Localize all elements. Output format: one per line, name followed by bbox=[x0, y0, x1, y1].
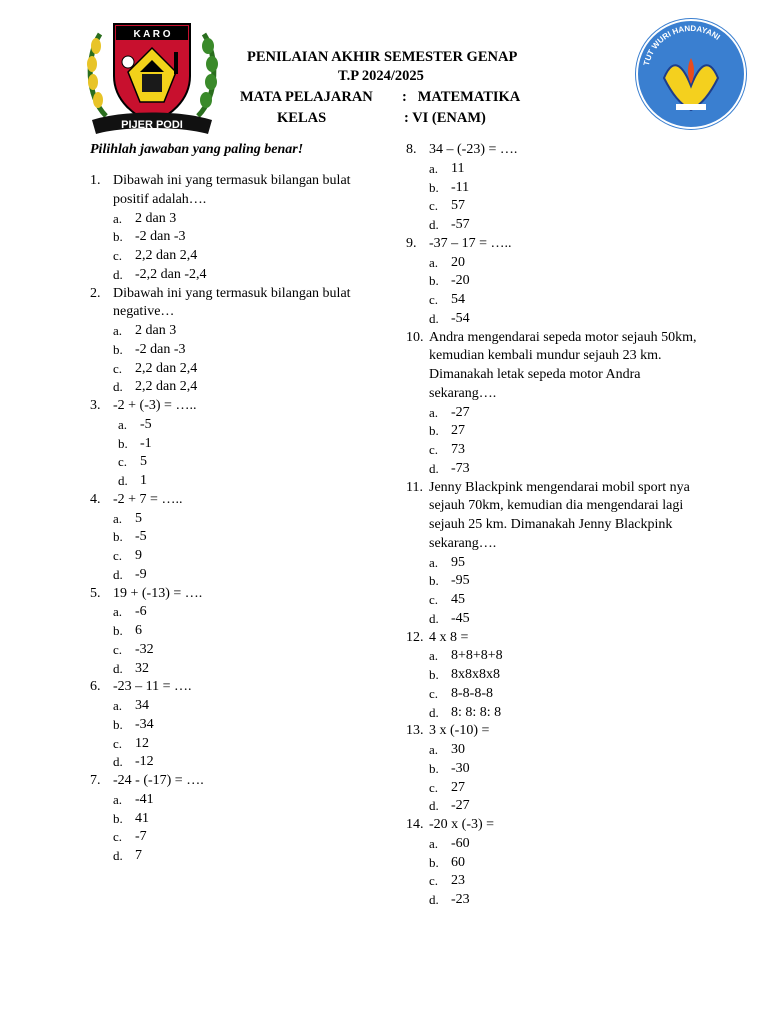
answer-option bbox=[90, 510, 380, 529]
question-row bbox=[90, 772, 380, 791]
ring-text: TUT WURI HANDAYANI bbox=[641, 23, 722, 67]
question-row bbox=[406, 235, 706, 254]
option-list bbox=[90, 210, 380, 285]
answer-option bbox=[90, 378, 380, 397]
option-letter: b. bbox=[429, 573, 439, 589]
answer-option bbox=[406, 422, 706, 441]
option-text: 95 bbox=[451, 554, 465, 570]
option-letter: b. bbox=[113, 716, 123, 732]
answer-option bbox=[90, 416, 380, 435]
answer-option bbox=[90, 697, 380, 716]
question-number: 10. bbox=[406, 329, 424, 345]
question-row bbox=[90, 491, 380, 510]
option-text: 41 bbox=[135, 810, 149, 826]
option-text: -60 bbox=[451, 835, 470, 851]
option-letter: a. bbox=[113, 791, 123, 807]
question-number: 12. bbox=[406, 629, 424, 645]
option-letter: b. bbox=[113, 229, 123, 245]
option-letter: b. bbox=[113, 810, 123, 826]
answer-option bbox=[406, 291, 706, 310]
option-text: -1 bbox=[140, 435, 152, 451]
option-letter: d. bbox=[429, 460, 439, 476]
option-text: -30 bbox=[451, 760, 470, 776]
answer-option bbox=[90, 472, 380, 491]
option-letter: a. bbox=[429, 742, 439, 757]
answer-option bbox=[406, 591, 706, 610]
answer-option bbox=[406, 179, 706, 198]
answer-option bbox=[406, 554, 706, 573]
option-text: -34 bbox=[135, 716, 154, 732]
option-text: 11 bbox=[451, 160, 465, 176]
question-text: 3 x (-10) = bbox=[429, 723, 490, 739]
question-text: Dibawah ini yang termasuk bilangan bulat negative… bbox=[113, 285, 351, 320]
right-question-column bbox=[406, 141, 706, 910]
option-letter: c. bbox=[429, 592, 439, 607]
question-item bbox=[406, 816, 706, 910]
option-text: 5 bbox=[135, 510, 142, 526]
option-letter: a. bbox=[113, 698, 123, 713]
answer-option bbox=[90, 660, 380, 679]
option-letter: b. bbox=[113, 529, 123, 545]
answer-option bbox=[406, 197, 706, 216]
option-letter: b. bbox=[118, 435, 128, 451]
answer-option bbox=[90, 435, 380, 454]
option-list bbox=[406, 554, 706, 629]
option-list bbox=[406, 647, 706, 722]
option-text: -11 bbox=[451, 179, 470, 195]
answer-option bbox=[90, 735, 380, 754]
option-text: 73 bbox=[451, 442, 465, 457]
option-letter: d. bbox=[429, 892, 439, 907]
question-text: 19 + (-13) = …. bbox=[113, 585, 203, 601]
option-letter: c. bbox=[113, 641, 123, 657]
option-letter: d. bbox=[118, 473, 128, 488]
option-letter: d. bbox=[429, 704, 439, 720]
answer-option bbox=[406, 441, 706, 460]
answer-option bbox=[406, 404, 706, 423]
option-letter: c. bbox=[429, 198, 439, 214]
question-row bbox=[406, 629, 706, 648]
option-text: 7 bbox=[135, 848, 142, 863]
option-text: -9 bbox=[135, 566, 147, 582]
option-text: 6 bbox=[135, 623, 142, 638]
answer-option bbox=[406, 460, 706, 479]
option-text: 8x8x8x8 bbox=[451, 667, 500, 682]
question-row bbox=[406, 479, 706, 554]
school-year: T.P 2024/2025 bbox=[338, 68, 424, 84]
answer-option bbox=[406, 572, 706, 591]
option-letter: d. bbox=[113, 848, 123, 863]
answer-option bbox=[90, 210, 380, 229]
option-text: -45 bbox=[451, 610, 470, 626]
subject-label: MATA PELAJARAN bbox=[240, 89, 373, 105]
option-text: -2,2 dan -2,4 bbox=[135, 266, 207, 282]
option-letter: a. bbox=[429, 648, 439, 664]
option-text: 30 bbox=[451, 742, 465, 757]
option-letter: b. bbox=[429, 854, 439, 870]
option-letter: a. bbox=[429, 835, 439, 851]
question-number: 4. bbox=[90, 491, 101, 507]
option-letter: c. bbox=[429, 442, 439, 457]
question-text: Dibawah ini yang termasuk bilangan bulat positif adalah…. bbox=[113, 173, 351, 207]
option-letter: c. bbox=[113, 548, 123, 563]
option-text: 54 bbox=[451, 292, 465, 307]
option-list bbox=[90, 416, 380, 491]
question-row bbox=[406, 816, 706, 835]
question-item bbox=[406, 722, 706, 816]
option-letter: a. bbox=[429, 160, 439, 176]
question-number: 2. bbox=[90, 285, 101, 301]
question-text: -20 x (-3) = bbox=[429, 817, 495, 832]
answer-option bbox=[90, 228, 380, 247]
option-list bbox=[90, 697, 380, 772]
option-text: -6 bbox=[135, 604, 147, 620]
option-letter: c. bbox=[113, 829, 123, 845]
answer-option bbox=[406, 685, 706, 704]
option-text: 34 bbox=[135, 698, 149, 713]
answer-option bbox=[90, 791, 380, 810]
answer-option bbox=[406, 854, 706, 873]
option-text: 60 bbox=[451, 854, 465, 870]
question-row bbox=[90, 585, 380, 604]
option-letter: a. bbox=[113, 323, 123, 338]
question-number: 8. bbox=[406, 142, 417, 157]
answer-option bbox=[90, 341, 380, 360]
option-letter: a. bbox=[429, 404, 439, 420]
answer-option bbox=[406, 872, 706, 891]
option-text: -2 dan -3 bbox=[135, 341, 186, 357]
answer-option bbox=[90, 247, 380, 266]
option-text: -95 bbox=[451, 573, 470, 589]
answer-option bbox=[406, 647, 706, 666]
question-number: 13. bbox=[406, 723, 424, 739]
answer-option bbox=[90, 847, 380, 866]
option-letter: a. bbox=[118, 416, 128, 432]
question-number: 7. bbox=[90, 773, 101, 788]
option-text: -57 bbox=[451, 217, 470, 232]
option-letter: d. bbox=[429, 610, 439, 626]
option-letter: c. bbox=[429, 779, 439, 795]
option-letter: b. bbox=[113, 623, 123, 638]
option-text: -41 bbox=[135, 791, 154, 807]
question-number: 11. bbox=[406, 479, 423, 495]
answer-option bbox=[90, 566, 380, 585]
answer-option bbox=[90, 716, 380, 735]
question-row bbox=[90, 285, 380, 323]
option-list bbox=[90, 510, 380, 585]
option-letter: c. bbox=[118, 454, 128, 470]
question-item bbox=[90, 678, 380, 772]
class-value: : VI (ENAM) bbox=[404, 110, 486, 126]
option-text: -5 bbox=[135, 529, 147, 545]
pijer-podi-text: PIJER PODI bbox=[121, 119, 183, 131]
option-text: 8: 8: 8: 8 bbox=[451, 704, 502, 720]
subject-value: : MATEMATIKA bbox=[402, 89, 521, 105]
question-text: 34 – (-23) = …. bbox=[429, 142, 518, 157]
question-item bbox=[90, 397, 380, 491]
question-item bbox=[406, 629, 706, 723]
answer-option bbox=[90, 641, 380, 660]
option-letter: c. bbox=[113, 248, 123, 263]
question-text: Jenny Blackpink mengendarai mobil sport nya sejauh 70km, kemudian dia mengendarai lagi sejauh 25 km. Dimanakah Jenny Blackpink sekarang…. bbox=[429, 479, 690, 551]
answer-option bbox=[406, 760, 706, 779]
answer-option bbox=[90, 547, 380, 566]
option-letter: c. bbox=[113, 360, 123, 376]
option-text: -2 dan -3 bbox=[135, 229, 186, 245]
option-letter: b. bbox=[429, 423, 439, 439]
option-letter: a. bbox=[429, 554, 439, 570]
answer-option bbox=[90, 603, 380, 622]
option-list bbox=[90, 322, 380, 397]
option-letter: d. bbox=[429, 310, 439, 326]
question-number: 3. bbox=[90, 398, 101, 413]
option-text: 57 bbox=[451, 198, 465, 214]
class-label: KELAS bbox=[277, 110, 327, 126]
answer-option bbox=[406, 254, 706, 273]
option-letter: c. bbox=[429, 292, 439, 307]
option-letter: d. bbox=[113, 566, 123, 582]
option-text: -54 bbox=[451, 310, 470, 326]
karo-regency-logo bbox=[84, 16, 220, 136]
question-text: -2 + 7 = ….. bbox=[113, 491, 183, 507]
option-letter: b. bbox=[429, 760, 439, 776]
question-number: 9. bbox=[406, 235, 417, 251]
option-text: -27 bbox=[451, 798, 470, 814]
option-text: -27 bbox=[451, 404, 470, 420]
option-letter: d. bbox=[113, 754, 123, 770]
option-letter: c. bbox=[113, 735, 123, 751]
question-item bbox=[90, 585, 380, 679]
question-number: 6. bbox=[90, 679, 101, 695]
answer-option bbox=[406, 310, 706, 329]
answer-option bbox=[90, 528, 380, 547]
option-text: 8-8-8-8 bbox=[451, 685, 493, 701]
option-letter: a. bbox=[113, 604, 123, 620]
option-letter: b. bbox=[429, 179, 439, 195]
answer-option bbox=[406, 610, 706, 629]
option-text: 45 bbox=[451, 592, 465, 607]
question-number: 1. bbox=[90, 173, 101, 188]
answer-option bbox=[406, 272, 706, 291]
option-text: 12 bbox=[135, 735, 149, 751]
answer-option bbox=[90, 753, 380, 772]
option-text: 2 dan 3 bbox=[135, 210, 177, 226]
option-text: -12 bbox=[135, 754, 154, 770]
answer-option bbox=[406, 216, 706, 235]
instruction-text: Pilihlah jawaban yang paling benar! bbox=[90, 142, 304, 157]
answer-option bbox=[406, 741, 706, 760]
question-text: Andra mengendarai sepeda motor sejauh 50km, kemudian kembali mundur sejauh 23 km. Dimanakah letak sepeda motor Andra sekarang…. bbox=[429, 329, 697, 401]
option-text: -73 bbox=[451, 460, 470, 476]
option-text: -23 bbox=[451, 892, 470, 907]
question-item bbox=[406, 235, 706, 329]
question-item bbox=[90, 491, 380, 585]
question-row bbox=[406, 329, 706, 404]
option-list bbox=[406, 160, 706, 235]
option-letter: d. bbox=[113, 660, 123, 676]
option-text: 23 bbox=[451, 873, 465, 889]
question-item bbox=[406, 141, 706, 235]
option-letter: d. bbox=[429, 798, 439, 814]
question-row bbox=[90, 397, 380, 416]
option-text: -32 bbox=[135, 641, 154, 657]
option-text: 32 bbox=[135, 660, 149, 676]
option-letter: b. bbox=[429, 667, 439, 682]
left-question-column bbox=[90, 172, 380, 866]
option-text: 8+8+8+8 bbox=[451, 648, 503, 664]
answer-option bbox=[90, 828, 380, 847]
question-row bbox=[90, 678, 380, 697]
question-number: 5. bbox=[90, 585, 101, 601]
option-text: 27 bbox=[451, 423, 465, 439]
answer-option bbox=[406, 779, 706, 798]
option-letter: a. bbox=[113, 210, 123, 226]
option-list bbox=[406, 404, 706, 479]
option-text: 2,2 dan 2,4 bbox=[135, 379, 198, 395]
option-letter: d. bbox=[429, 217, 439, 232]
answer-option bbox=[406, 704, 706, 723]
tut-wuri-handayani-logo bbox=[634, 14, 748, 134]
question-text: -37 – 17 = ….. bbox=[429, 235, 512, 251]
exam-title: PENILAIAN AKHIR SEMESTER GENAP bbox=[247, 49, 518, 65]
option-text: -5 bbox=[140, 416, 152, 432]
question-text: -23 – 11 = …. bbox=[113, 679, 192, 695]
option-letter: d. bbox=[113, 379, 123, 395]
option-text: 1 bbox=[140, 473, 147, 488]
option-text: 20 bbox=[451, 254, 465, 270]
option-text: 5 bbox=[140, 454, 147, 470]
option-text: 2,2 dan 2,4 bbox=[135, 360, 198, 376]
option-list bbox=[406, 254, 706, 329]
answer-option bbox=[90, 322, 380, 341]
answer-option bbox=[406, 891, 706, 910]
question-item bbox=[90, 285, 380, 398]
option-list bbox=[90, 791, 380, 866]
option-list bbox=[406, 741, 706, 816]
question-item bbox=[90, 772, 380, 866]
option-letter: b. bbox=[113, 341, 123, 357]
question-row bbox=[90, 172, 380, 210]
option-letter: b. bbox=[429, 273, 439, 289]
option-list bbox=[90, 603, 380, 678]
question-item bbox=[90, 172, 380, 285]
karo-text: K A R O bbox=[133, 29, 171, 40]
answer-option bbox=[90, 453, 380, 472]
answer-option bbox=[90, 810, 380, 829]
question-number: 14. bbox=[406, 817, 424, 832]
option-letter: d. bbox=[113, 266, 123, 282]
option-letter: a. bbox=[113, 510, 123, 526]
answer-option bbox=[90, 360, 380, 379]
option-text: 9 bbox=[135, 548, 142, 563]
answer-option bbox=[90, 622, 380, 641]
option-text: 27 bbox=[451, 779, 465, 795]
option-list bbox=[406, 835, 706, 910]
question-text: 4 x 8 = bbox=[429, 629, 469, 645]
answer-option bbox=[406, 797, 706, 816]
answer-option bbox=[406, 160, 706, 179]
answer-option bbox=[90, 266, 380, 285]
option-text: 2,2 dan 2,4 bbox=[135, 248, 198, 263]
option-text: -7 bbox=[135, 829, 147, 845]
option-letter: a. bbox=[429, 254, 439, 270]
answer-option bbox=[406, 666, 706, 685]
question-item bbox=[406, 479, 706, 629]
question-text: -24 - (-17) = …. bbox=[113, 773, 204, 788]
question-text: -2 + (-3) = ….. bbox=[113, 398, 197, 413]
question-item bbox=[406, 329, 706, 479]
option-letter: c. bbox=[429, 873, 439, 889]
answer-option bbox=[406, 835, 706, 854]
question-row bbox=[406, 722, 706, 741]
option-letter: c. bbox=[429, 685, 439, 701]
question-row bbox=[406, 141, 706, 160]
option-text: -20 bbox=[451, 273, 470, 289]
option-text: 2 dan 3 bbox=[135, 323, 177, 338]
